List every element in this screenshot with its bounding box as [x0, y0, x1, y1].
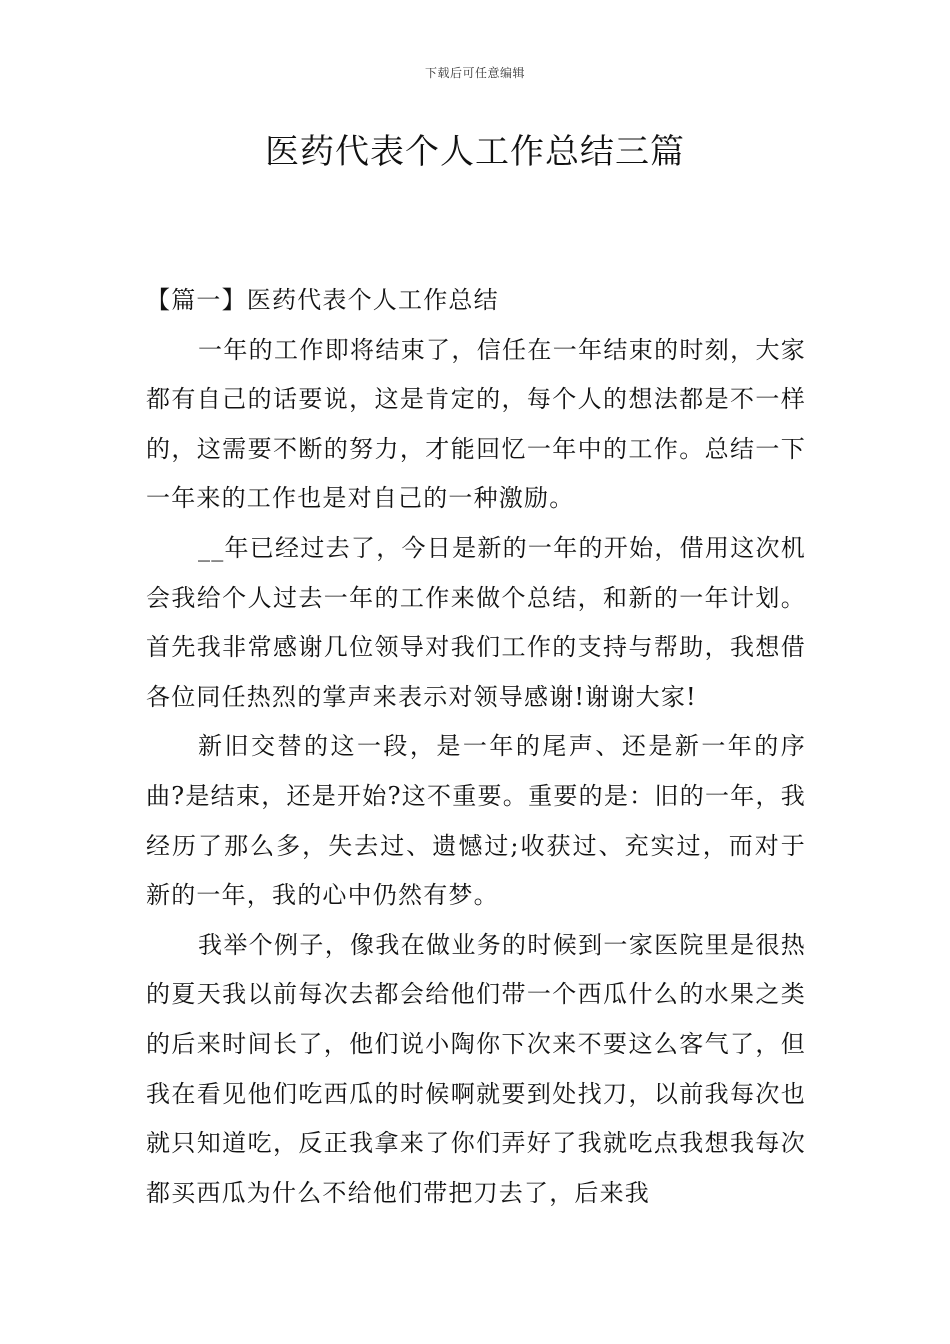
section-heading: 【篇一】医药代表个人工作总结 — [146, 286, 499, 314]
paragraph: 我举个例子，像我在做业务的时候到一家医院里是很热的夏天我以前每次去都会给他们带一个西瓜什么的水果之类的后来时间长了，他们说小陶你下次来不要这么客气了，但我在看见他们吃西瓜的时候啊就要到处找刀，以前我每次也就只知道吃，反正我拿来了你们弄好了我就吃点我想我每次都买西瓜为什么不给他们带把刀去了，后来我 — [146, 930, 806, 1207]
header-note: 下载后可任意编辑 — [424, 66, 525, 80]
paragraph: 一年的工作即将结束了，信任在一年结束的时刻，大家都有自己的话要说，这是肯定的，每个人的想法都是不一样的，这需要不断的努力，才能回忆一年中的工作。总结一下一年来的工作也是对自己的一种激励。 — [146, 335, 806, 513]
paragraph: 新旧交替的这一段，是一年的尾声、还是新一年的序曲?是结束，还是开始?这不重要。重要的是：旧的一年，我经历了那么多，失去过、遗憾过;收获过、充实过，而对于新的一年，我的心中仍然有梦。 — [146, 732, 806, 910]
paragraph: __年已经过去了，今日是新的一年的开始，借用这次机会我给个人过去一年的工作来做个总结，和新的一年计划。首先我非常感谢几位领导对我们工作的支持与帮助，我想借各位同任热烈的掌声来表示对领导感谢!谢谢大家! — [146, 533, 806, 711]
document-body — [146, 276, 806, 1218]
document-title: 医药代表个人工作总结三篇 — [265, 132, 685, 172]
